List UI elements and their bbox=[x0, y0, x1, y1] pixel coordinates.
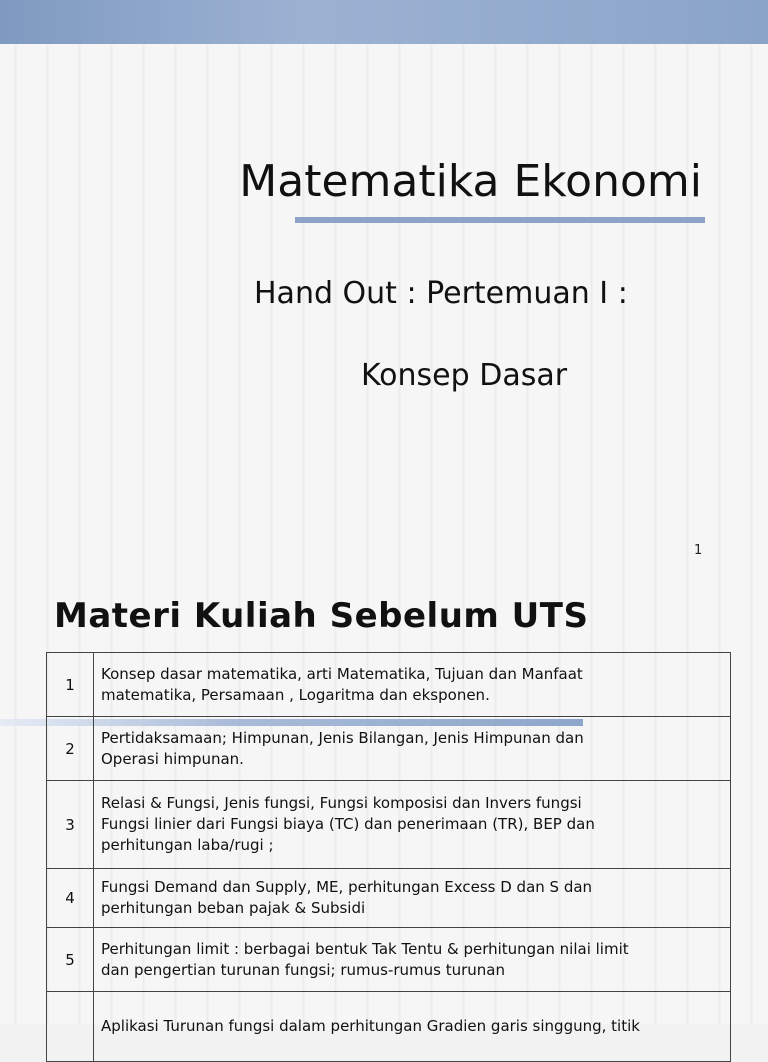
description-line: perhitungan beban pajak & Subsidi bbox=[101, 899, 366, 917]
title-underline bbox=[295, 217, 705, 223]
description-line: Relasi & Fungsi, Jenis fungsi, Fungsi komposisi dan Invers fungsi bbox=[101, 794, 582, 812]
description-line: perhitungan laba/rugi ; bbox=[101, 836, 274, 854]
row-number: 4 bbox=[47, 869, 94, 928]
row-description bbox=[94, 928, 731, 992]
description-line: dan pengertian turunan fungsi; rumus-rumus turunan bbox=[101, 960, 505, 979]
description-line: Aplikasi Turunan fungsi dalam perhitungan Gradien garis singgung, titik bbox=[101, 1017, 640, 1035]
description-line: Operasi himpunan. bbox=[101, 749, 244, 768]
row-number bbox=[47, 992, 94, 1062]
row-description bbox=[94, 717, 731, 781]
row-number: 1 bbox=[47, 653, 94, 717]
table-row bbox=[47, 928, 731, 992]
description-line: Fungsi Demand dan Supply, ME, perhitungan Excess D dan S dan bbox=[101, 878, 593, 896]
description-line: Fungsi linier dari Fungsi biaya (TC) dan penerimaan (TR), BEP dan bbox=[101, 815, 595, 833]
course-material-table bbox=[46, 652, 731, 1062]
row-number: 3 bbox=[47, 781, 94, 869]
description-line: Konsep dasar matematika, arti Matematika, Tujuan dan Manfaat bbox=[101, 664, 583, 683]
row-number: 5 bbox=[47, 928, 94, 992]
table-row bbox=[47, 781, 731, 869]
table-row bbox=[47, 653, 731, 717]
slide-subtitle-topic: Konsep Dasar bbox=[361, 358, 568, 393]
table-row bbox=[47, 717, 731, 781]
slide-subtitle: Hand Out : Pertemuan I : bbox=[254, 276, 628, 311]
table-row bbox=[47, 992, 731, 1062]
slide-heading: Materi Kuliah Sebelum UTS bbox=[54, 596, 589, 636]
row-description bbox=[94, 869, 731, 928]
row-description bbox=[94, 992, 731, 1062]
slide-title: Matematika Ekonomi bbox=[239, 156, 702, 207]
description-line: Pertidaksamaan; Himpunan, Jenis Bilangan, Jenis Himpunan dan bbox=[101, 728, 584, 747]
table-row bbox=[47, 869, 731, 928]
slide-2 bbox=[0, 576, 768, 1035]
description-line: matematika, Persamaan , Logaritma dan eksponen. bbox=[101, 685, 490, 704]
page-number: 1 bbox=[694, 543, 703, 558]
row-description bbox=[94, 781, 731, 869]
header-bar bbox=[0, 0, 768, 44]
row-description bbox=[94, 653, 731, 717]
description-line: Perhitungan limit : berbagai bentuk Tak Tentu & perhitungan nilai limit bbox=[101, 939, 629, 958]
row-number: 2 bbox=[47, 717, 94, 781]
